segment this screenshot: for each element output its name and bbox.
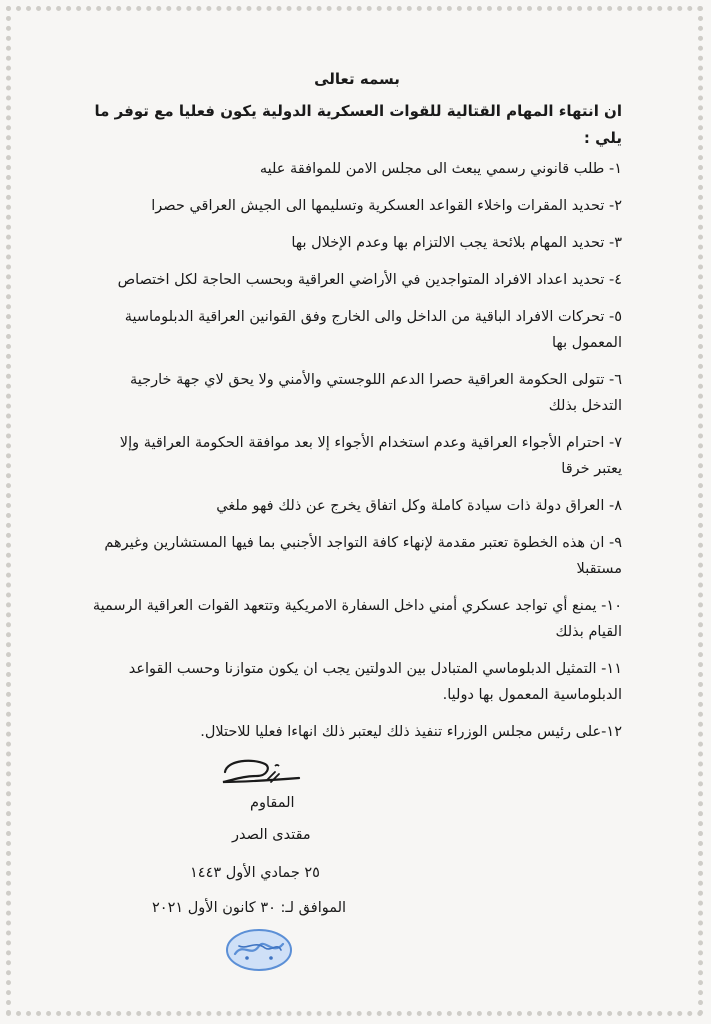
list-item: ٨- العراق دولة ذات سيادة كاملة وكل اتفاق يخرج عن ذلك فهو ملغي xyxy=(216,498,622,514)
list-item: ١١- التمثيل الدبلوماسي المتبادل بين الدولتين يجب ان يكون متوازنا وحسب القواعد الدبلوماسية المعمول بها دوليا. xyxy=(128,661,622,703)
document-heading: بسمه تعالى xyxy=(314,70,400,88)
document-intro: ان انتهاء المهام القتالية للقوات العسكرية الدولية يكون فعليا مع توفر ما يلي : xyxy=(94,102,622,147)
list-item: ٤- تحديد اعداد الافراد المتواجدين في الأراضي العراقية وبحسب الحاجة لكل اختصاص xyxy=(117,272,622,288)
list-item: ٧- احترام الأجواء العراقية وعدم استخدام الأجواء إلا بعد موافقة الحكومة العراقية وإلا يعتبر خرقا xyxy=(119,435,622,477)
list-item: ١- طلب قانوني رسمي يبعث الى مجلس الامن للموافقة عليه xyxy=(259,161,622,177)
signature-name: مقتدى الصدر xyxy=(232,827,311,843)
list-item: ٢- تحديد المقرات واخلاء القواعد العسكرية وتسليمها الى الجيش العراقي حصرا xyxy=(151,198,622,214)
list-item: ١٢-على رئيس مجلس الوزراء تنفيذ ذلك ليعتبر ذلك انهاءا فعليا للاحتلال. xyxy=(200,724,622,740)
signature-title: المقاوم xyxy=(250,795,295,811)
handwritten-signature xyxy=(213,752,313,792)
document-body xyxy=(92,60,622,756)
official-stamp xyxy=(225,928,293,972)
list-item: ٥- تحركات الافراد الباقية من الداخل والى الخارج وفق القوانين العراقية الدبلوماسية المعمول بها xyxy=(124,309,622,351)
list-item: ٦- تتولى الحكومة العراقية حصرا الدعم اللوجستي والأمني ولا يحق لاي جهة خارجية التدخل بذلك xyxy=(130,372,622,414)
list-item: ١٠- يمنع أي تواجد عسكري أمني داخل السفارة الامريكية وتتعهد القوات العراقية الرسمية القيام بذلك xyxy=(92,598,622,640)
hijri-date: ٢٥ جمادي الأول ١٤٤٣ xyxy=(190,865,320,881)
gregorian-date: الموافق لـ: ٣٠ كانون الأول ٢٠٢١ xyxy=(152,900,347,916)
list-item: ٣- تحديد المهام بلائحة يجب الالتزام بها وعدم الإخلال بها xyxy=(291,235,622,251)
list-item: ٩- ان هذه الخطوة تعتبر مقدمة لإنهاء كافة التواجد الأجنبي بما فيها المستشارين وغيرهم مستقبلا xyxy=(104,535,622,577)
